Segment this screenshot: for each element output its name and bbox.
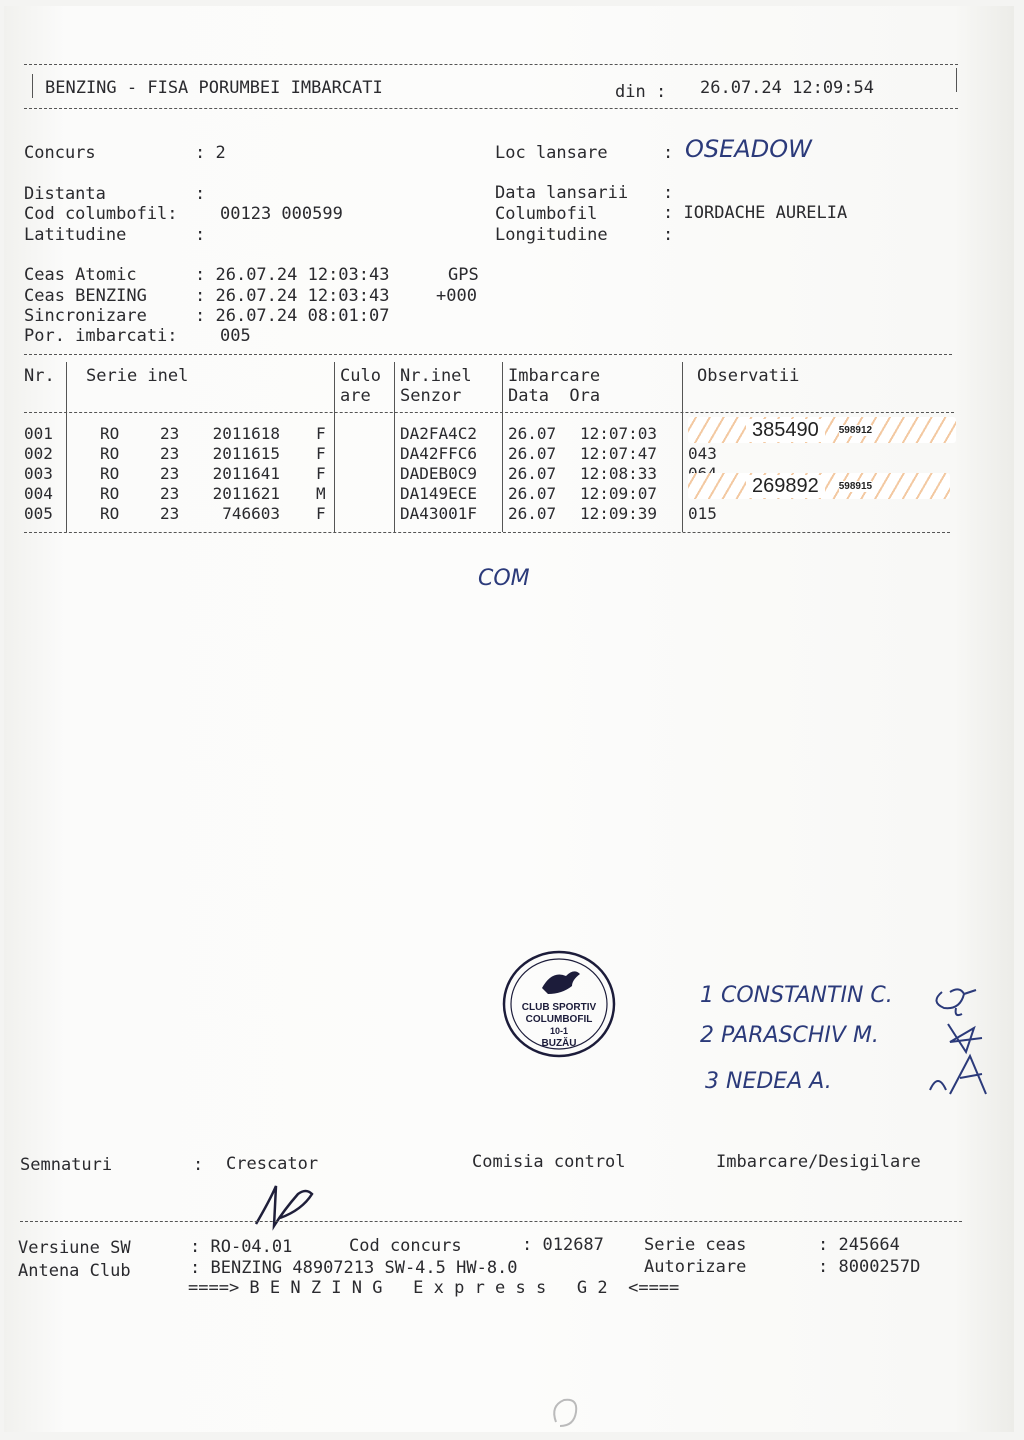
cell-inel: 2011618	[212, 424, 280, 443]
cell-nr: 004	[24, 484, 53, 503]
cell-tara: RO	[100, 484, 120, 503]
cell-nr: 001	[24, 424, 53, 443]
cell-data: 26.07	[508, 504, 557, 523]
por-imbarcati-value: 005	[220, 326, 251, 346]
header-date-value: 26.07.24 12:09:54	[700, 78, 874, 98]
serie-ceas-value: 245664	[838, 1235, 900, 1255]
cell-ora: 12:08:33	[580, 464, 658, 483]
cell-an: 23	[160, 464, 180, 483]
observation-sticker	[688, 473, 950, 499]
table-header-border	[24, 412, 954, 413]
cell-inel: 2011641	[212, 464, 280, 483]
latitudine-label: Latitudine	[24, 225, 127, 245]
header-nr-inel-1: Nr.inel	[400, 366, 472, 386]
paper-mark-icon	[546, 1392, 586, 1432]
cell-an: 23	[160, 504, 180, 523]
benzing-express-banner: ====> B E N Z I N G E x p r e s s G 2 <====	[188, 1278, 680, 1298]
header-serie-inel: Serie inel	[86, 366, 189, 386]
autorizare-label: Autorizare	[644, 1257, 747, 1277]
sincronizare-label: Sincronizare	[24, 306, 147, 326]
autorizare-value: 8000257D	[838, 1257, 921, 1277]
commission-member-2: 2 PARASCHIV M.	[700, 1023, 879, 1048]
cod-columbofil-value: 00123 000599	[220, 204, 343, 224]
cod-concurs-label: Cod concurs	[349, 1236, 462, 1256]
ceas-benzing-suffix: +000	[436, 286, 477, 306]
table-row	[0, 444, 1000, 464]
ceas-atomic-suffix: GPS	[448, 265, 479, 285]
ceas-benzing-value: 26.07.24 12:03:43	[215, 286, 390, 306]
imbarcare-desigilare-label: Imbarcare/Desigilare	[716, 1152, 921, 1172]
longitudine-label: Longitudine	[495, 225, 608, 245]
concurs-value: 2	[215, 143, 226, 163]
cell-an: 23	[160, 444, 180, 463]
ceas-atomic-label: Ceas Atomic	[24, 265, 137, 285]
comisia-control-label: Comisia control	[472, 1152, 626, 1172]
cell-data: 26.07	[508, 484, 557, 503]
cell-inel: 746603	[222, 504, 280, 523]
cell-sex: F	[316, 444, 326, 463]
cell-an: 23	[160, 484, 180, 503]
sincronizare-value: 26.07.24 08:01:07	[215, 306, 390, 326]
cell-senzor: DA2FA4C2	[400, 424, 478, 443]
header-top-border	[24, 64, 958, 65]
loc-lansare-value: OSEADOW	[685, 135, 812, 163]
cell-data: 26.07	[508, 424, 557, 443]
cell-tara: RO	[100, 504, 120, 523]
loc-lansare-label: Loc lansare	[495, 143, 608, 163]
cell-ora: 12:07:03	[580, 424, 658, 443]
crescator-signature	[250, 1180, 330, 1240]
cell-nr: 002	[24, 444, 53, 463]
stamp-line-2: COLUMBOFIL	[525, 1014, 593, 1025]
cell-sex: F	[316, 424, 326, 443]
table-bottom-border	[24, 532, 950, 533]
cod-columbofil-label: Cod columbofil:	[24, 204, 178, 224]
data-lansarii-label: Data lansarii	[495, 183, 629, 203]
crescator-label: Crescator	[226, 1154, 319, 1174]
semnaturi-label: Semnaturi	[20, 1155, 113, 1175]
header-right-border	[956, 68, 957, 92]
distanta-label: Distanta	[24, 184, 106, 204]
stamp-line-3: 10-1	[549, 1026, 569, 1036]
header-left-border	[32, 74, 33, 98]
stamp-line-1: CLUB SPORTIV	[521, 1002, 597, 1013]
ceas-atomic-value: 26.07.24 12:03:43	[215, 265, 390, 285]
footer-divider	[20, 1221, 962, 1222]
ceas-benzing-label: Ceas BENZING	[24, 286, 147, 306]
antena-club-label: Antena Club	[18, 1261, 131, 1281]
sticker-number: 269892	[746, 475, 825, 498]
header-bottom-border	[24, 108, 958, 109]
cell-obs: 015	[688, 504, 717, 523]
concurs-label: Concurs	[24, 143, 96, 163]
table-top-border	[24, 354, 952, 355]
cell-obs: 043	[688, 444, 717, 463]
cell-tara: RO	[100, 444, 120, 463]
cell-data: 26.07	[508, 464, 557, 483]
antena-club-value: BENZING 48907213 SW-4.5 HW-8.0	[210, 1258, 518, 1278]
cell-senzor: DA43001F	[400, 504, 478, 523]
cell-an: 23	[160, 424, 180, 443]
cell-tara: RO	[100, 424, 120, 443]
header-nr: Nr.	[24, 366, 55, 386]
commission-signatures	[920, 972, 1000, 1102]
sticker-small-number: 598912	[838, 424, 873, 436]
handwritten-com: COM	[478, 566, 530, 591]
cell-senzor: DA42FFC6	[400, 444, 478, 463]
cell-nr: 005	[24, 504, 53, 523]
table-row	[0, 504, 1000, 524]
columbofil-label: Columbofil	[495, 204, 598, 224]
cell-senzor: DA149ECE	[400, 484, 478, 503]
club-stamp	[500, 948, 618, 1060]
pigeon-icon	[542, 971, 580, 994]
stamp-line-4: BUZĂU	[541, 1038, 577, 1049]
cell-nr: 003	[24, 464, 53, 483]
cell-senzor: DADEB0C9	[400, 464, 478, 483]
versiune-sw-label: Versiune SW	[18, 1238, 131, 1258]
cell-data: 26.07	[508, 444, 557, 463]
cell-inel: 2011615	[212, 444, 280, 463]
header-date-label: din :	[615, 82, 667, 102]
cell-tara: RO	[100, 464, 120, 483]
versiune-sw-value: RO-04.01	[210, 1237, 293, 1257]
cell-ora: 12:09:39	[580, 504, 658, 523]
header-imbarcare-1: Imbarcare	[508, 366, 601, 386]
header-nr-inel-2: Senzor	[400, 386, 462, 406]
cell-sex: F	[316, 504, 326, 523]
cell-sex: M	[316, 484, 326, 503]
sticker-number: 385490	[746, 419, 825, 442]
cell-ora: 12:09:07	[580, 484, 658, 503]
commission-member-1: 1 CONSTANTIN C.	[700, 983, 893, 1008]
observation-sticker	[688, 417, 956, 443]
serie-ceas-label: Serie ceas	[644, 1235, 747, 1255]
header-observatii: Observatii	[697, 366, 800, 386]
cod-concurs-value: 012687	[542, 1235, 604, 1255]
header-culoare-1: Culo	[340, 366, 381, 386]
cell-inel: 2011621	[212, 484, 280, 503]
cell-ora: 12:07:47	[580, 444, 658, 463]
header-culoare-2: are	[340, 386, 371, 406]
document-title: BENZING - FISA PORUMBEI IMBARCATI	[45, 78, 383, 98]
header-imbarcare-2: Data Ora	[508, 386, 601, 406]
columbofil-value: IORDACHE AURELIA	[683, 203, 848, 223]
por-imbarcati-label: Por. imbarcati:	[24, 326, 178, 346]
sticker-small-number: 598915	[838, 480, 873, 492]
commission-member-3: 3 NEDEA A.	[705, 1069, 832, 1094]
cell-sex: F	[316, 464, 326, 483]
